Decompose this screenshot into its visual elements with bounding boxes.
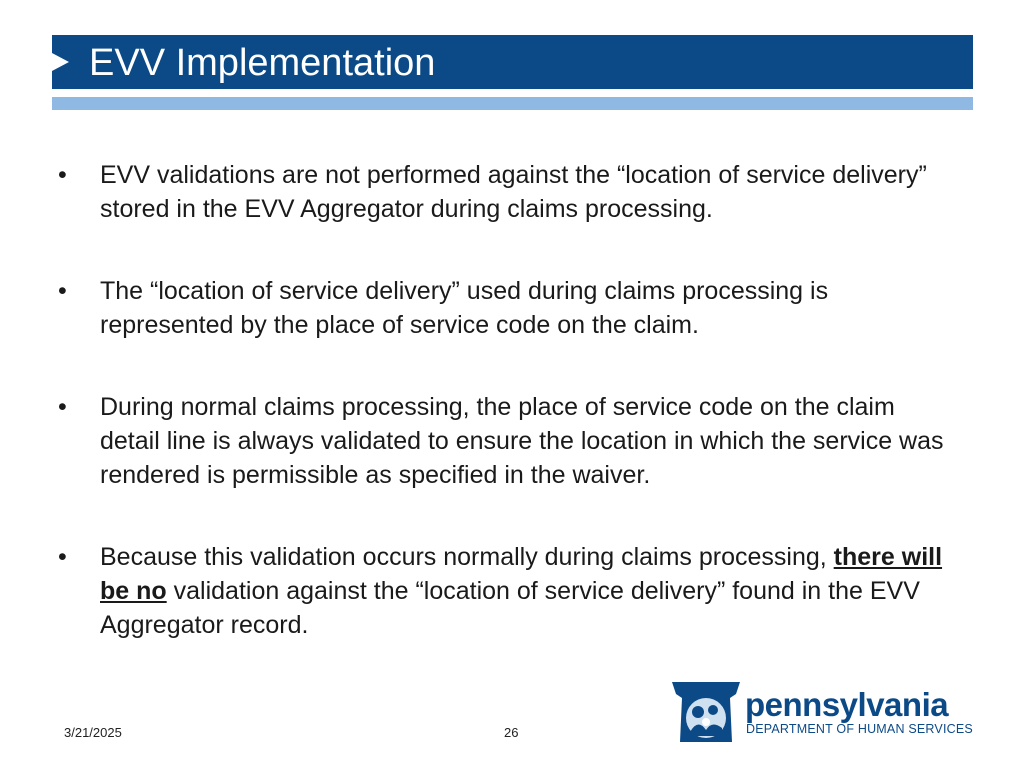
logo-wordmark: pennsylvania: [745, 686, 949, 723]
bullet-marker: •: [58, 161, 67, 189]
bullet-text: EVV validations are not performed against the “location of service delivery” stored in the EVV Aggregator during claims processing.: [100, 161, 927, 223]
logo-subtitle: DEPARTMENT OF HUMAN SERVICES: [746, 722, 973, 736]
bullet-marker: •: [58, 393, 67, 421]
page-number: 26: [504, 725, 519, 740]
bullet-text-before: Because this validation occurs normally during claims processing,: [100, 543, 834, 571]
bullet-text: [100, 540, 950, 642]
footer-date: 3/21/2025: [64, 725, 122, 740]
bullet-item: [58, 158, 958, 226]
emphasized-text: there will be no: [100, 543, 943, 605]
bullet-marker: •: [58, 277, 67, 305]
title-underline-stripe: [52, 97, 973, 110]
bullet-text-after: validation against the “location of service delivery” found in the EVV Aggregator record.: [100, 577, 920, 639]
slide-title: EVV Implementation: [89, 42, 436, 84]
bullet-text: During normal claims processing, the place of service code on the claim detail line is always validated to ensure the location in which the service was rendered is permissible as specified in the waiver.: [100, 393, 944, 489]
bullet-item: [58, 540, 958, 642]
bullet-text: The “location of service delivery” used during claims processing is represented by the place of service code on the claim.: [100, 277, 829, 339]
bullet-item: [58, 390, 958, 492]
bullet-marker: •: [58, 543, 67, 571]
title-arrow-icon: [52, 53, 69, 71]
bullet-item: [58, 274, 958, 342]
